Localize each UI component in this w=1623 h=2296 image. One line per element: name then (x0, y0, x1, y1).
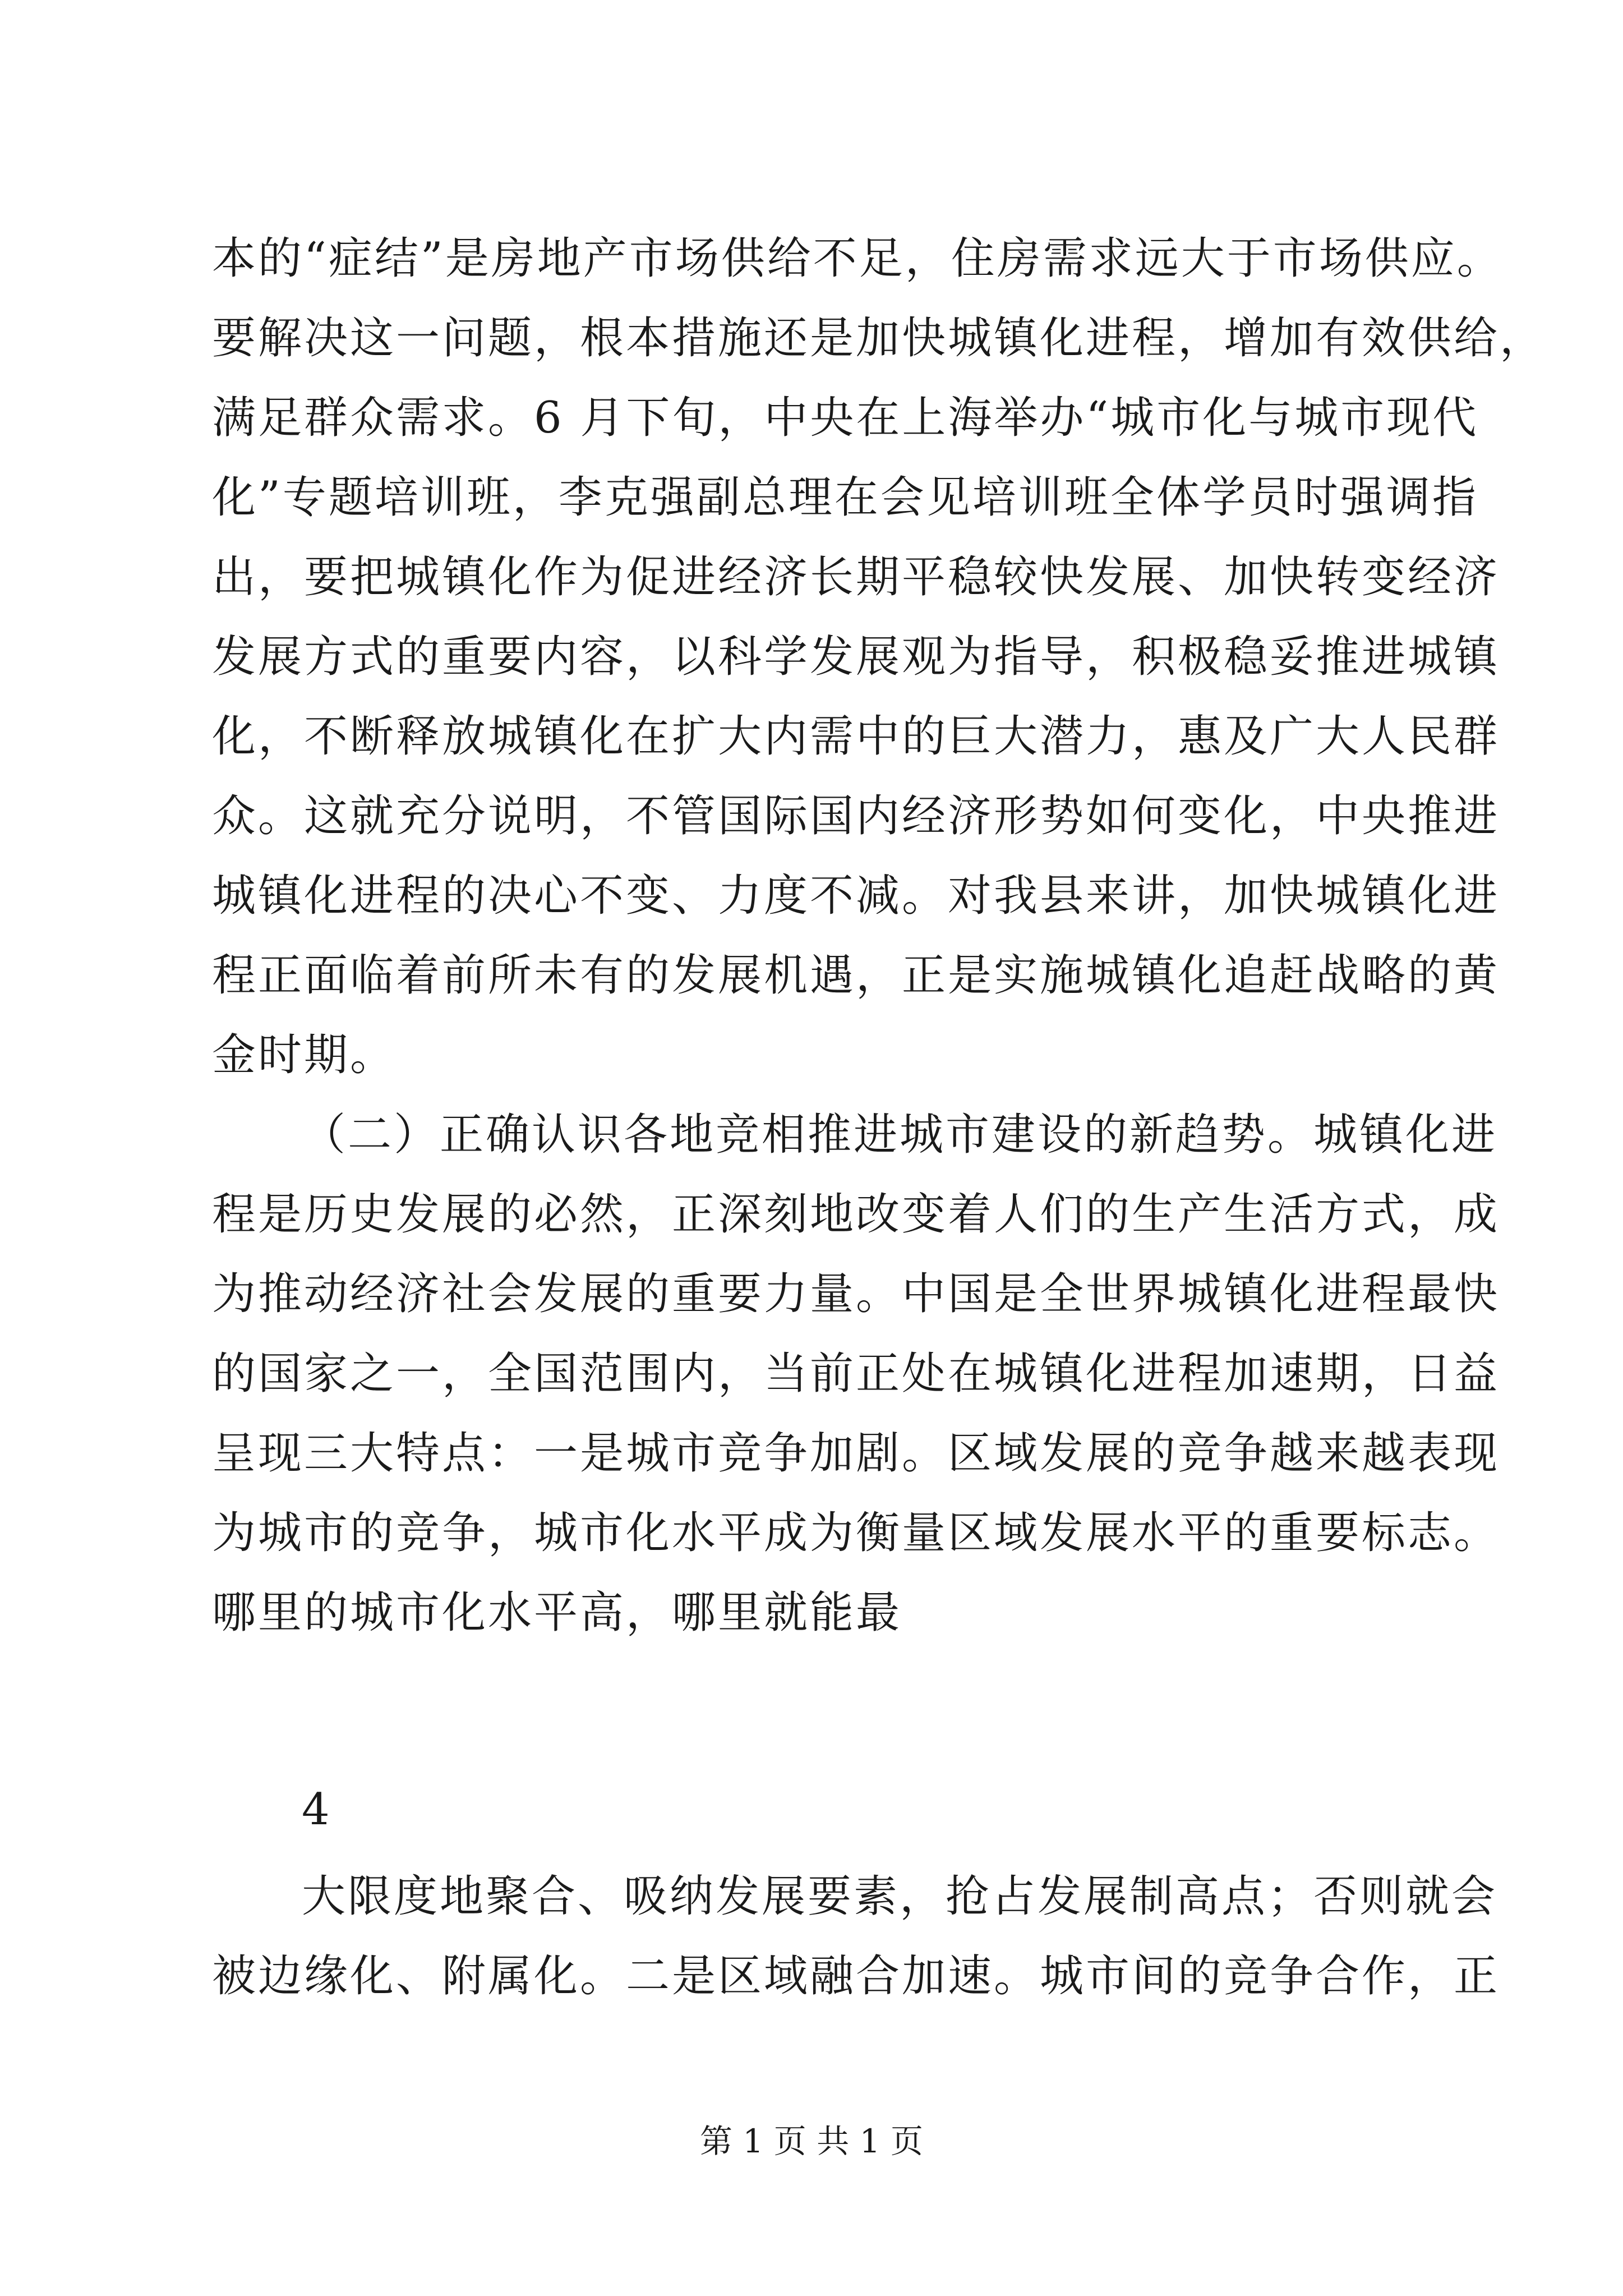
text-line: 大限度地聚合、吸纳发展要素，抢占发展制高点；否则就会 (302, 1871, 1498, 1922)
text-line: 化，不断释放城镇化在扩大内需中的巨大潜力，惠及广大人民群 (212, 711, 1500, 762)
text-line: 金时期。 (212, 1030, 396, 1080)
text-line: 满足群众需求。6 月下旬，中央在上海举办“城市化与城市现代 (212, 393, 1479, 443)
body-text (212, 219, 1546, 1653)
text-line: 本的“症结”是房地产市场供给不足，住房需求远大于市场供应。 (212, 233, 1503, 284)
text-line: 被边缘化、附属化。二是区域融合加速。城市间的竞争合作，正 (212, 1951, 1500, 2001)
page-footer: 第 1 页 共 1 页 (700, 2122, 923, 2160)
body-text-continued (212, 1857, 1500, 2016)
text-line: 呈现三大特点：一是城市竞争加剧。区域发展的竞争越来越表现 (212, 1428, 1500, 1479)
text-line: 程是历史发展的必然，正深刻地改变着人们的生产生活方式，成 (212, 1189, 1500, 1240)
text-line: 出，要把城镇化作为促进经济长期平稳较快发展、加快转变经济 (212, 552, 1500, 602)
text-line: 为城市的竞争，城市化水平成为衡量区域发展水平的重要标志。 (212, 1508, 1500, 1558)
text-line: 发展方式的重要内容，以科学发展观为指导，积极稳妥推进城镇 (212, 632, 1500, 682)
text-line: 程正面临着前所未有的发展机遇，正是实施城镇化追赶战略的黄 (212, 950, 1500, 1001)
text-line: 为推动经济社会发展的重要力量。中国是全世界城镇化进程最快 (212, 1269, 1500, 1319)
text-line: 哪里的城市化水平高，哪里就能最 (212, 1588, 902, 1638)
text-line: 众。这就充分说明，不管国际国内经济形势如何变化，中央推进 (212, 791, 1500, 841)
text-line: （二）正确认识各地竞相推进城市建设的新趋势。城镇化进 (302, 1110, 1498, 1160)
text-line: 城镇化进程的决心不变、力度不减。对我县来讲，加快城镇化进 (212, 871, 1500, 921)
text-line: 的国家之一，全国范围内，当前正处在城镇化进程加速期，日益 (212, 1349, 1500, 1399)
text-line: 要解决这一问题，根本措施还是加快城镇化进程，增加有效供给， (212, 313, 1546, 364)
text-line: 化”专题培训班，李克强副总理在会见培训班全体学员时强调指 (212, 472, 1478, 523)
page-number-marker: 4 (302, 1784, 330, 1835)
